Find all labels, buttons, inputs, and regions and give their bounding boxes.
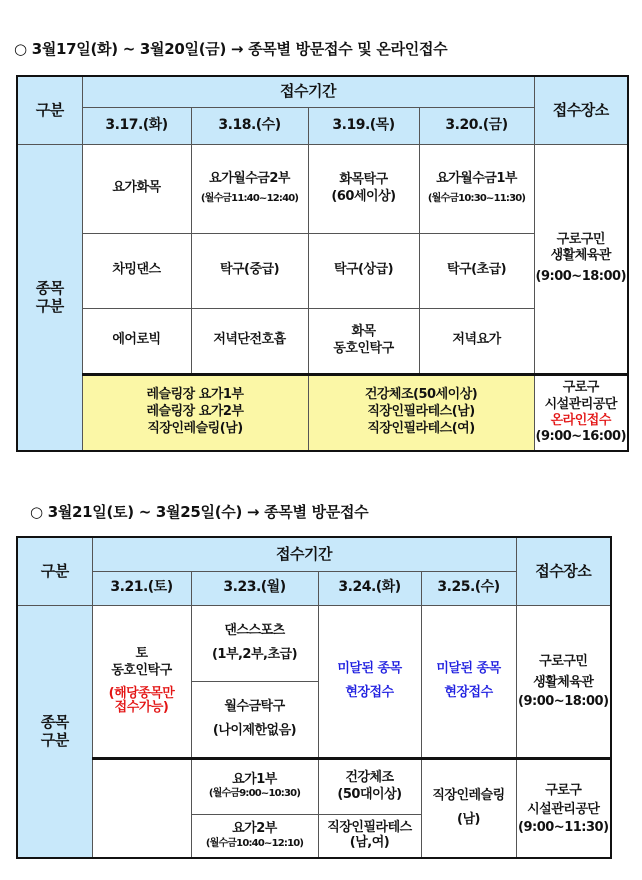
class-cell: 탁구(초급): [419, 233, 534, 308]
place-cell: 구로구민 생활체육관 (9:00~18:00): [534, 144, 628, 374]
class-cell: 에어로빅: [82, 308, 191, 374]
walk-in-cell: 미달된 종목 현장접수: [421, 605, 516, 758]
class-cell: 댄스스포츠 (1부,2부,초급): [191, 605, 318, 681]
class-cell: 직장인필라테스 (남,여): [318, 814, 421, 858]
place-cell: 구로구 시설관리공단 (9:00~11:30): [516, 758, 611, 858]
class-cell: 월수금탁구 (나이제한없음): [191, 681, 318, 758]
row-label: 종목 구분: [17, 605, 92, 858]
header-period: 접수기간: [92, 537, 516, 571]
online-registration-label: 온라인접수: [550, 412, 611, 428]
header-date: 3.17.(화): [82, 107, 191, 144]
online-classes-left: 레슬링장 요가1부 레슬링장 요가2부 직장인레슬링(남): [82, 374, 308, 451]
empty-cell: [92, 758, 191, 858]
schedule-table-1: [16, 75, 629, 452]
header-date: 3.20.(금): [419, 107, 534, 144]
class-cell: 요가월수금1부 (월수금10:30~11:30): [419, 144, 534, 233]
class-cell: 건강체조 (50대이상): [318, 758, 421, 814]
header-date: 3.21.(토): [92, 571, 191, 605]
header-category: 구분: [17, 76, 82, 144]
class-cell: 차밍댄스: [82, 233, 191, 308]
online-classes-right: 건강체조(50세이상) 직장인필라테스(남) 직장인필라테스(여): [308, 374, 534, 451]
header-date: 3.23.(월): [191, 571, 318, 605]
header-period: 접수기간: [82, 76, 534, 107]
header-date: 3.18.(수): [191, 107, 308, 144]
section2-title: ○ 3월21일(토) ~ 3월25일(수) → 종목별 방문접수: [30, 503, 369, 521]
header-place: 접수장소: [534, 76, 628, 144]
online-place-cell: 구로구 시설관리공단 온라인접수 (9:00~16:00): [534, 374, 628, 451]
class-cell: 저녁단전호흡: [191, 308, 308, 374]
header-date: 3.25.(수): [421, 571, 516, 605]
class-cell: 탁구(중급): [191, 233, 308, 308]
class-cell: 토 동호인탁구 (해당종목만 접수가능): [92, 605, 191, 758]
section1-title: ○ 3월17일(화) ~ 3월20일(금) → 종목별 방문접수 및 온라인접수: [14, 40, 448, 58]
header-date: 3.24.(화): [318, 571, 421, 605]
class-cell: 탁구(상급): [308, 233, 419, 308]
class-cell: 요가1부 (월수금9:00~10:30): [191, 758, 318, 814]
class-cell: 직장인레슬링 (남): [421, 758, 516, 858]
walk-in-cell: 미달된 종목 현장접수: [318, 605, 421, 758]
class-cell: 요가화목: [82, 144, 191, 233]
class-cell: 화목탁구 (60세이상): [308, 144, 419, 233]
header-date: 3.19.(목): [308, 107, 419, 144]
schedule-table-2: [16, 536, 612, 859]
class-cell: 저녁요가: [419, 308, 534, 374]
class-cell: 화목 동호인탁구: [308, 308, 419, 374]
class-cell: 요가월수금2부 (월수금11:40~12:40): [191, 144, 308, 233]
header-place: 접수장소: [516, 537, 611, 605]
header-category: 구분: [17, 537, 92, 605]
row-label: 종목 구분: [17, 144, 82, 451]
place-cell: 구로구민 생활체육관 (9:00~18:00): [516, 605, 611, 758]
class-cell: 요가2부 (월수금10:40~12:10): [191, 814, 318, 858]
